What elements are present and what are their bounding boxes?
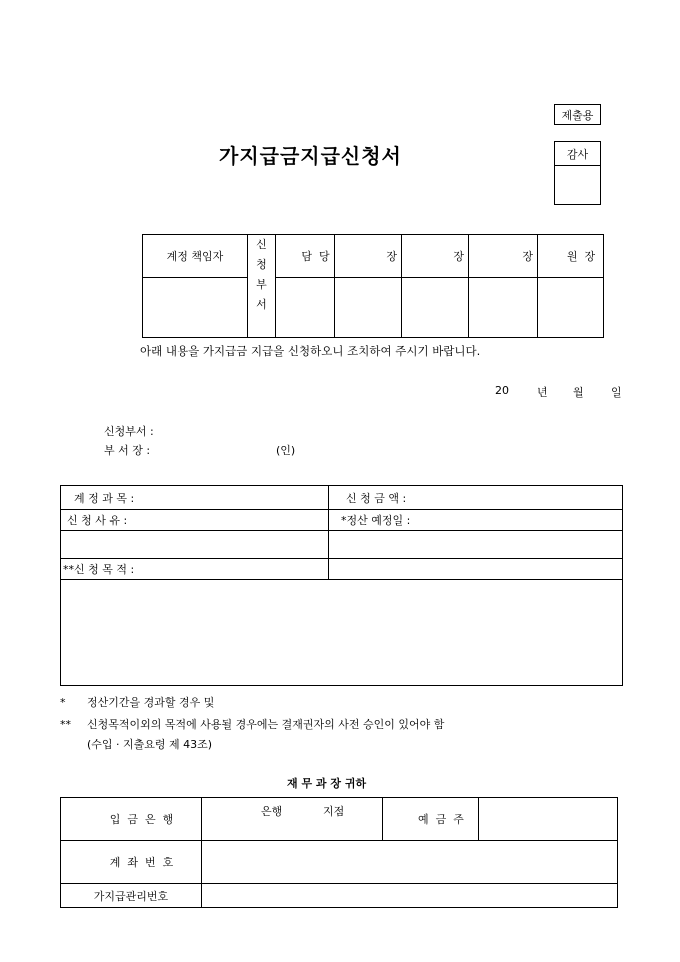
director-sign-cell[interactable] — [538, 278, 604, 338]
applicant-dept-vertical-label: 신 청 부 서 — [248, 235, 276, 338]
note-1: * 정산기간을 경과할 경우 및 — [60, 696, 215, 709]
responsible-person-header: 계정 책임자 — [143, 235, 248, 278]
account-number-label: 계 좌 번 호 — [61, 841, 202, 884]
approval-table — [142, 234, 604, 338]
account-subject-field[interactable]: 계 정 과 목 : — [61, 486, 329, 510]
head-1-sign-cell[interactable] — [335, 278, 402, 338]
deposit-bank-label: 입 금 은 행 — [61, 798, 202, 841]
request-purpose-right-cell[interactable] — [329, 559, 623, 580]
applicant-dept-label: 신청부서 : — [104, 425, 154, 438]
request-purpose-label: **신 청 목 적 : — [61, 559, 329, 580]
request-reason-content[interactable] — [61, 531, 329, 559]
approval-col-head-2: 장 — [402, 235, 469, 278]
advance-mgmt-no-label: 가지급관리번호 — [61, 884, 202, 908]
settlement-date-content[interactable] — [329, 531, 623, 559]
account-number-field[interactable] — [202, 841, 618, 884]
head-2-sign-cell[interactable] — [402, 278, 469, 338]
note-3: (수입 · 지출요령 제 43조) — [87, 738, 213, 751]
page-title: 가지급금지급신청서 — [219, 144, 402, 168]
advance-mgmt-no-field[interactable] — [202, 884, 618, 908]
depositor-field[interactable] — [479, 798, 618, 841]
note-2: ** 신청목적이외의 목적에 사용될 경우에는 결재권자의 사전 승인이 있어야 함 — [60, 718, 445, 731]
settlement-date-field[interactable]: *정산 예정일 : — [329, 510, 623, 531]
request-purpose-content[interactable] — [61, 580, 623, 686]
bank-label: 은행 — [261, 805, 283, 818]
bank-table — [60, 797, 618, 908]
request-sentence: 아래 내용을 가지급금 지급을 신청하오니 조치하여 주시기 바랍니다. — [140, 344, 481, 358]
request-form-table — [60, 485, 623, 686]
head-3-sign-cell[interactable] — [469, 278, 538, 338]
branch-label: 지점 — [323, 805, 345, 818]
dept-head-label: 부 서 장 : — [104, 444, 151, 457]
audit-label: 감사 — [555, 142, 600, 166]
audit-stamp-box — [554, 141, 601, 205]
date-year-prefix: 20 — [495, 384, 509, 397]
finance-addressee: 재 무 과 장 귀하 — [287, 777, 367, 790]
date-month: 월 — [573, 386, 584, 399]
bank-branch-field[interactable] — [202, 798, 383, 841]
responsible-sign-cell[interactable] — [143, 278, 248, 338]
submit-copy-label: 제출용 — [554, 104, 601, 125]
approval-col-director: 원 장 — [538, 235, 604, 278]
staff-sign-cell[interactable] — [276, 278, 335, 338]
date-day: 일 — [611, 386, 622, 399]
request-amount-field[interactable]: 신 청 금 액 : — [329, 486, 623, 510]
request-reason-field[interactable]: 신 청 사 유 : — [61, 510, 329, 531]
approval-col-head-3: 장 — [469, 235, 538, 278]
depositor-label: 예 금 주 — [383, 798, 479, 841]
seal-mark: (인) — [276, 444, 296, 457]
approval-col-staff: 담 당 — [276, 235, 335, 278]
date-year: 년 — [537, 386, 548, 399]
approval-col-head-1: 장 — [335, 235, 402, 278]
